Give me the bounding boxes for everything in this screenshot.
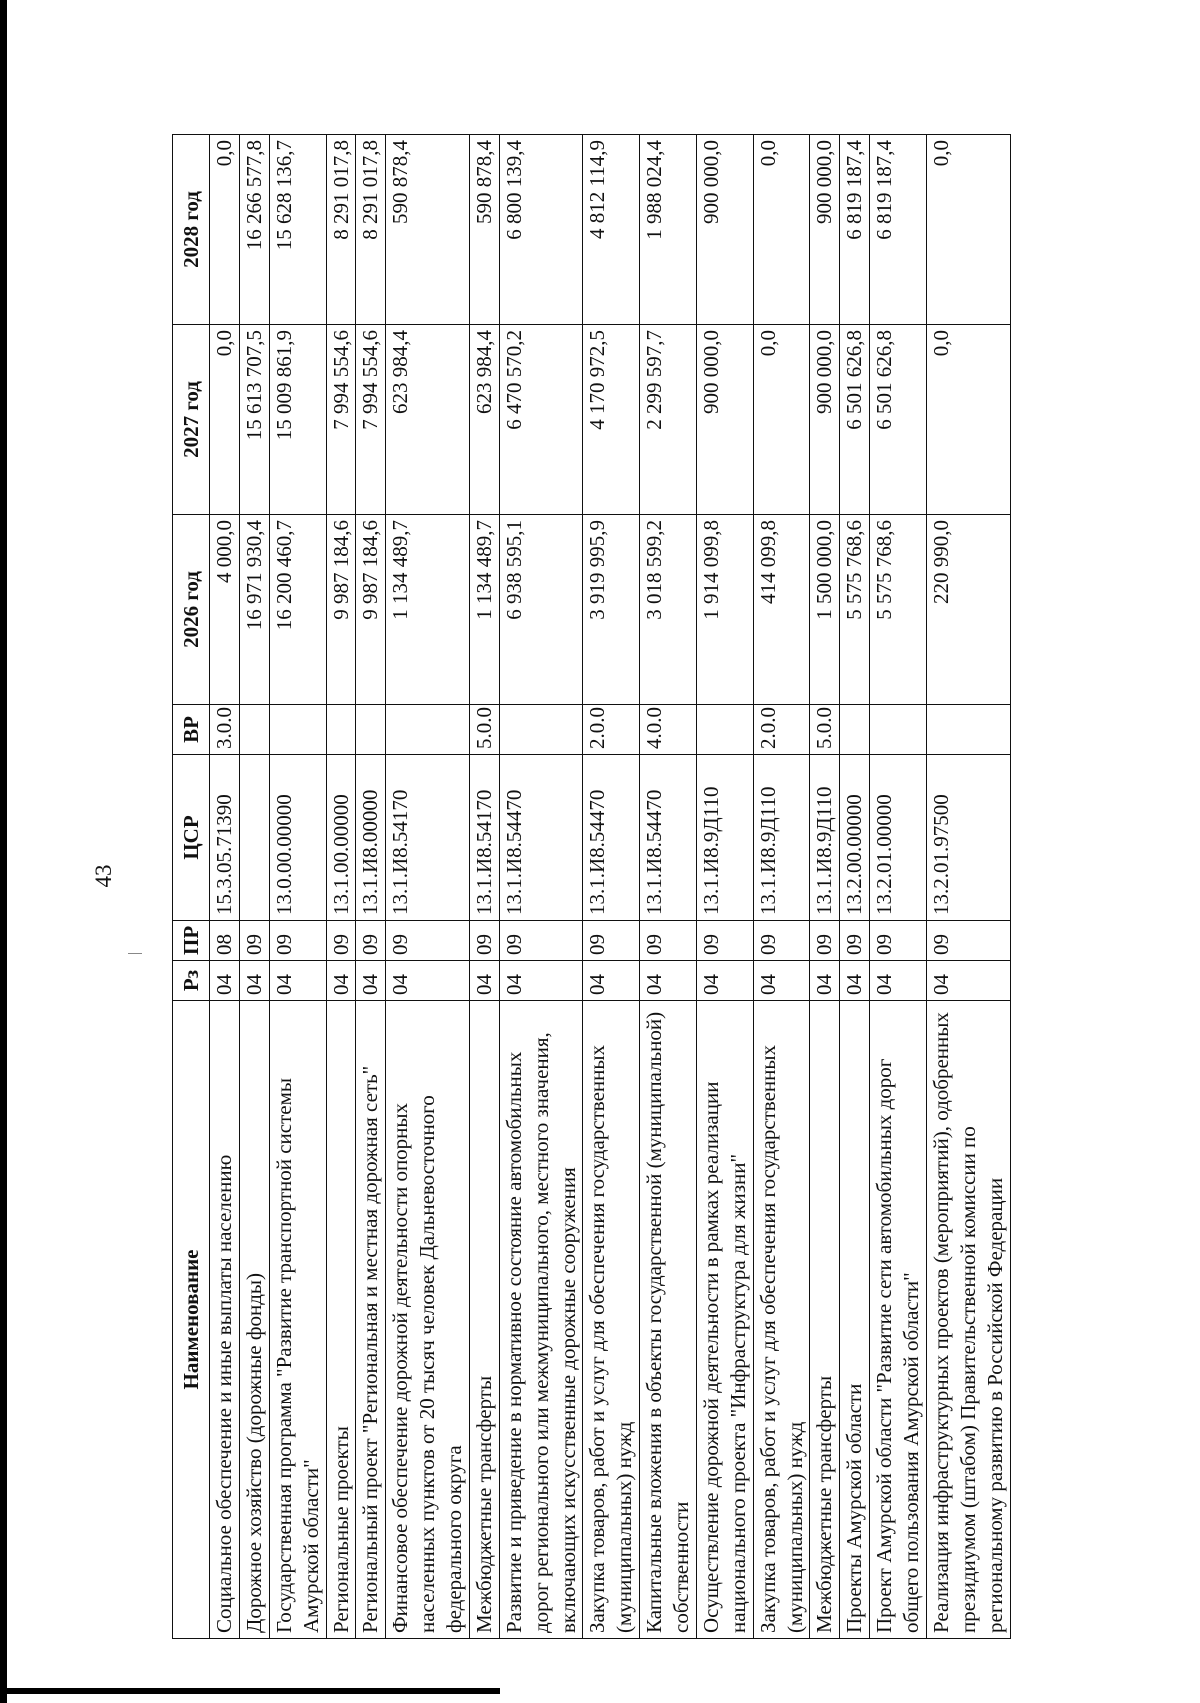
cell-name: Финансовое обеспечение дорожной деятельности опорных населенных пунктов от 20 тысяч человек Дальневосточного федерального округа	[386, 1001, 470, 1639]
cell-rz: 04	[210, 961, 240, 1001]
cell-pr: 09	[696, 921, 753, 961]
cell-2026: 1 134 489,7	[469, 515, 499, 705]
cell-vr	[269, 705, 326, 755]
table-row	[469, 135, 499, 1639]
cell-rz: 04	[926, 961, 1010, 1001]
cell-2028: 6 819 187,4	[840, 135, 870, 325]
cell-csr: 13.1.И8.9Д110	[810, 755, 840, 921]
page-number: 43	[91, 864, 116, 888]
cell-2026: 414 099,8	[753, 515, 810, 705]
cell-pr: 09	[753, 921, 810, 961]
cell-rz: 04	[840, 961, 870, 1001]
cell-pr: 09	[870, 921, 927, 961]
cell-pr: 09	[239, 921, 269, 961]
cell-vr	[386, 705, 470, 755]
cell-pr: 09	[640, 921, 697, 961]
cell-pr: 09	[583, 921, 640, 961]
cell-name: Реализация инфраструктурных проектов (мероприятий), одобренных президиумом (штабом) Правительственной комиссии по региональному развитию в Российской Федерации	[926, 1001, 1010, 1639]
cell-name: Региональный проект "Региональная и местная дорожная сеть"	[356, 1001, 386, 1639]
cell-2027: 7 994 554,6	[356, 325, 386, 515]
cell-vr	[326, 705, 356, 755]
cell-rz: 04	[386, 961, 470, 1001]
cell-name: Капитальные вложения в объекты государственной (муниципальной) собственности	[640, 1001, 697, 1639]
cell-rz: 04	[810, 961, 840, 1001]
cell-2028: 590 878,4	[469, 135, 499, 325]
cell-rz: 04	[269, 961, 326, 1001]
table-row	[753, 135, 810, 1639]
cell-2026: 1 914 099,8	[696, 515, 753, 705]
cell-2026: 4 000,0	[210, 515, 240, 705]
cell-name: Закупка товаров, работ и услуг для обеспечения государственных (муниципальных) нужд	[583, 1001, 640, 1639]
cell-name: Дорожное хозяйство (дорожные фонды)	[239, 1001, 269, 1639]
table-row	[870, 135, 927, 1639]
cell-pr: 09	[499, 921, 583, 961]
cell-vr	[926, 705, 1010, 755]
cell-vr	[356, 705, 386, 755]
cell-2027: 6 501 626,8	[870, 325, 927, 515]
cell-2028: 1 988 024,4	[640, 135, 697, 325]
cell-name: Межбюджетные трансферты	[810, 1001, 840, 1639]
cell-csr: 13.2.00.00000	[840, 755, 870, 921]
cell-2028: 8 291 017,8	[356, 135, 386, 325]
cell-vr	[870, 705, 927, 755]
cell-vr: 5.0.0	[469, 705, 499, 755]
cell-2027: 900 000,0	[810, 325, 840, 515]
header-name: Наименование	[173, 1001, 210, 1639]
cell-2028: 0,0	[926, 135, 1010, 325]
cell-vr: 5.0.0	[810, 705, 840, 755]
scan-edge-left	[0, 0, 7, 1703]
cell-2027: 15 009 861,9	[269, 325, 326, 515]
cell-csr: 13.1.И8.9Д110	[696, 755, 753, 921]
cell-csr: 13.1.И8.54170	[469, 755, 499, 921]
cell-2028: 900 000,0	[810, 135, 840, 325]
table-row	[583, 135, 640, 1639]
cell-2026: 3 018 599,2	[640, 515, 697, 705]
table-row	[926, 135, 1010, 1639]
scan-speck	[128, 953, 142, 954]
cell-2028: 8 291 017,8	[326, 135, 356, 325]
cell-pr: 09	[469, 921, 499, 961]
table-row	[239, 135, 269, 1639]
table-row	[326, 135, 356, 1639]
cell-pr: 09	[356, 921, 386, 961]
cell-2026: 5 575 768,6	[870, 515, 927, 705]
cell-pr: 09	[386, 921, 470, 961]
table-row	[269, 135, 326, 1639]
cell-pr: 09	[926, 921, 1010, 961]
cell-2026: 6 938 595,1	[499, 515, 583, 705]
cell-2027: 4 170 972,5	[583, 325, 640, 515]
cell-2028: 16 266 577,8	[239, 135, 269, 325]
cell-csr: 13.1.И8.9Д110	[753, 755, 810, 921]
cell-rz: 04	[356, 961, 386, 1001]
cell-rz: 04	[583, 961, 640, 1001]
table-row	[499, 135, 583, 1639]
cell-name: Межбюджетные трансферты	[469, 1001, 499, 1639]
cell-2028: 0,0	[210, 135, 240, 325]
cell-rz: 04	[239, 961, 269, 1001]
cell-2026: 16 971 930,4	[239, 515, 269, 705]
cell-vr	[499, 705, 583, 755]
cell-2026: 220 990,0	[926, 515, 1010, 705]
cell-2026: 16 200 460,7	[269, 515, 326, 705]
cell-name: Региональные проекты	[326, 1001, 356, 1639]
cell-2027: 15 613 707,5	[239, 325, 269, 515]
scan-edge-bottom	[0, 1688, 500, 1694]
cell-2028: 15 628 136,7	[269, 135, 326, 325]
table-row	[356, 135, 386, 1639]
cell-pr: 09	[269, 921, 326, 961]
cell-name: Государственная программа "Развитие транспортной системы Амурской области"	[269, 1001, 326, 1639]
cell-csr: 13.1.И8.54470	[583, 755, 640, 921]
cell-rz: 04	[499, 961, 583, 1001]
cell-2027: 900 000,0	[696, 325, 753, 515]
cell-csr	[239, 755, 269, 921]
cell-2027: 0,0	[926, 325, 1010, 515]
cell-csr: 13.1.И8.00000	[356, 755, 386, 921]
cell-2026: 3 919 995,9	[583, 515, 640, 705]
rotated-table-container	[172, 135, 1007, 1639]
cell-2026: 5 575 768,6	[840, 515, 870, 705]
cell-csr: 13.2.01.97500	[926, 755, 1010, 921]
cell-csr: 13.2.01.00000	[870, 755, 927, 921]
cell-2028: 4 812 114,9	[583, 135, 640, 325]
cell-name: Осуществление дорожной деятельности в рамках реализации национального проекта "Инфраструктура для жизни"	[696, 1001, 753, 1639]
header-vr: ВР	[173, 705, 210, 755]
table-row	[210, 135, 240, 1639]
cell-vr: 3.0.0	[210, 705, 240, 755]
cell-2027: 2 299 597,7	[640, 325, 697, 515]
cell-2028: 590 878,4	[386, 135, 470, 325]
cell-pr: 08	[210, 921, 240, 961]
table-row	[696, 135, 753, 1639]
cell-csr: 13.1.И8.54170	[386, 755, 470, 921]
cell-2027: 0,0	[210, 325, 240, 515]
cell-2027: 623 984,4	[469, 325, 499, 515]
cell-rz: 04	[469, 961, 499, 1001]
header-rz: Рз	[173, 961, 210, 1001]
cell-2027: 6 501 626,8	[840, 325, 870, 515]
cell-2026: 1 134 489,7	[386, 515, 470, 705]
table-row	[840, 135, 870, 1639]
header-pr: ПР	[173, 921, 210, 961]
cell-2027: 7 994 554,6	[326, 325, 356, 515]
cell-name: Социальное обеспечение и иные выплаты населению	[210, 1001, 240, 1639]
cell-csr: 13.1.00.00000	[326, 755, 356, 921]
cell-name: Проекты Амурской области	[840, 1001, 870, 1639]
cell-csr: 13.1.И8.54470	[640, 755, 697, 921]
cell-2026: 9 987 184,6	[356, 515, 386, 705]
cell-2028: 6 819 187,4	[870, 135, 927, 325]
cell-vr: 2.0.0	[583, 705, 640, 755]
header-csr: ЦСР	[173, 755, 210, 921]
cell-name: Закупка товаров, работ и услуг для обеспечения государственных (муниципальных) нужд	[753, 1001, 810, 1639]
table-header-row	[173, 135, 210, 1639]
cell-vr: 4.0.0	[640, 705, 697, 755]
cell-2026: 1 500 000,0	[810, 515, 840, 705]
cell-csr: 15.3.05.71390	[210, 755, 240, 921]
cell-name: Развитие и приведение в нормативное состояние автомобильных дорог регионального или межмуниципального, местного значения, включающих искусственные дорожные сооружения	[499, 1001, 583, 1639]
cell-2027: 0,0	[753, 325, 810, 515]
cell-csr: 13.1.И8.54470	[499, 755, 583, 921]
cell-vr: 2.0.0	[753, 705, 810, 755]
table-row	[386, 135, 470, 1639]
header-2027: 2027 год	[173, 325, 210, 515]
cell-pr: 09	[840, 921, 870, 961]
cell-2028: 900 000,0	[696, 135, 753, 325]
cell-rz: 04	[696, 961, 753, 1001]
cell-rz: 04	[753, 961, 810, 1001]
cell-2027: 6 470 570,2	[499, 325, 583, 515]
cell-rz: 04	[326, 961, 356, 1001]
cell-pr: 09	[810, 921, 840, 961]
cell-vr	[239, 705, 269, 755]
cell-2027: 623 984,4	[386, 325, 470, 515]
header-2028: 2028 год	[173, 135, 210, 325]
cell-rz: 04	[870, 961, 927, 1001]
cell-pr: 09	[326, 921, 356, 961]
cell-2026: 9 987 184,6	[326, 515, 356, 705]
cell-2028: 6 800 139,4	[499, 135, 583, 325]
cell-2028: 0,0	[753, 135, 810, 325]
budget-table	[172, 134, 1011, 1639]
cell-vr	[840, 705, 870, 755]
cell-name: Проект Амурской области "Развитие сети автомобильных дорог общего пользования Амурской области"	[870, 1001, 927, 1639]
table-row	[810, 135, 840, 1639]
cell-csr: 13.0.00.00000	[269, 755, 326, 921]
header-2026: 2026 год	[173, 515, 210, 705]
cell-rz: 04	[640, 961, 697, 1001]
table-row	[640, 135, 697, 1639]
cell-vr	[696, 705, 753, 755]
